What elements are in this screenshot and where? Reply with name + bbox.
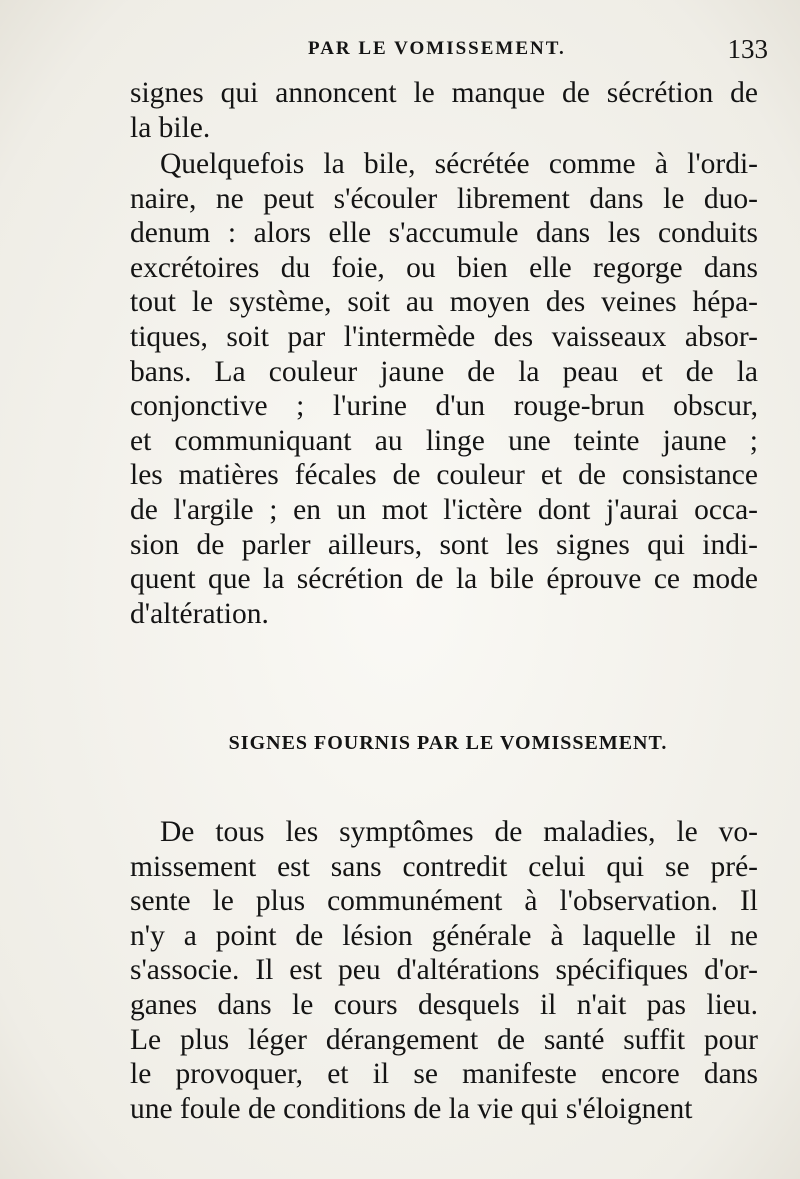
section-heading: SIGNES FOURNIS PAR LE VOMISSEMENT. (228, 732, 668, 754)
text-line: tout le système, soit au moyen des veines hépa- (130, 286, 758, 319)
text-line: signes qui annoncent le manque de sécrétion de (130, 77, 758, 109)
page-number: 133 (727, 34, 768, 64)
text-line: denum : alors elle s'accumule dans les conduits (130, 217, 758, 250)
text-line: quent que la sécrétion de la bile éprouve ce mode (130, 563, 758, 596)
text-line: De tous les symptômes de maladies, le vo- (160, 816, 758, 848)
text-line: Le plus léger dérangement de santé suffit pour (130, 1023, 758, 1056)
text-line: naire, ne peut s'écouler librement dans le duo- (130, 182, 758, 215)
text-line: et communiquant au linge une teinte jaune ; (130, 424, 758, 457)
text-line: ganes dans le cours desquels il n'ait pas lieu. (130, 988, 758, 1021)
text-line: sente le plus communément à l'observation. Il (130, 885, 758, 918)
text-line: une foule de conditions de la vie qui s'éloignent (130, 1092, 693, 1125)
text-line: la bile. (130, 111, 211, 144)
text-line: d'altération. (130, 597, 269, 630)
page-header (128, 34, 768, 70)
text-line: tiques, soit par l'intermède des vaisseaux absor- (130, 320, 758, 353)
paragraph-vomissement (130, 815, 758, 1126)
paragraph-bile (130, 147, 758, 631)
text-line: le provoquer, et il se manifeste encore dans (130, 1058, 758, 1091)
paragraph-continued (130, 76, 758, 145)
text-line: sion de parler ailleurs, sont les signes qui indi- (130, 528, 758, 561)
text-line: missement est sans contredit celui qui se pré- (130, 850, 758, 883)
text-line: conjonctive ; l'urine d'un rouge-brun obscur, (130, 390, 758, 423)
text-line: n'y a point de lésion générale à laquelle il ne (130, 919, 758, 952)
text-line: de l'argile ; en un mot l'ictère dont j'aurai occa- (130, 493, 758, 526)
text-line: les matières fécales de couleur et de consistance (130, 459, 758, 492)
running-head: PAR LE VOMISSEMENT. (308, 38, 566, 59)
text-line: s'associe. Il est peu d'altérations spécifiques d'or- (130, 954, 758, 987)
text-line: Quelquefois la bile, sécrétée comme à l'ordi- (160, 148, 758, 180)
text-line: bans. La couleur jaune de la peau et de la (130, 355, 758, 388)
text-line: excrétoires du foie, ou bien elle regorge dans (130, 251, 758, 284)
